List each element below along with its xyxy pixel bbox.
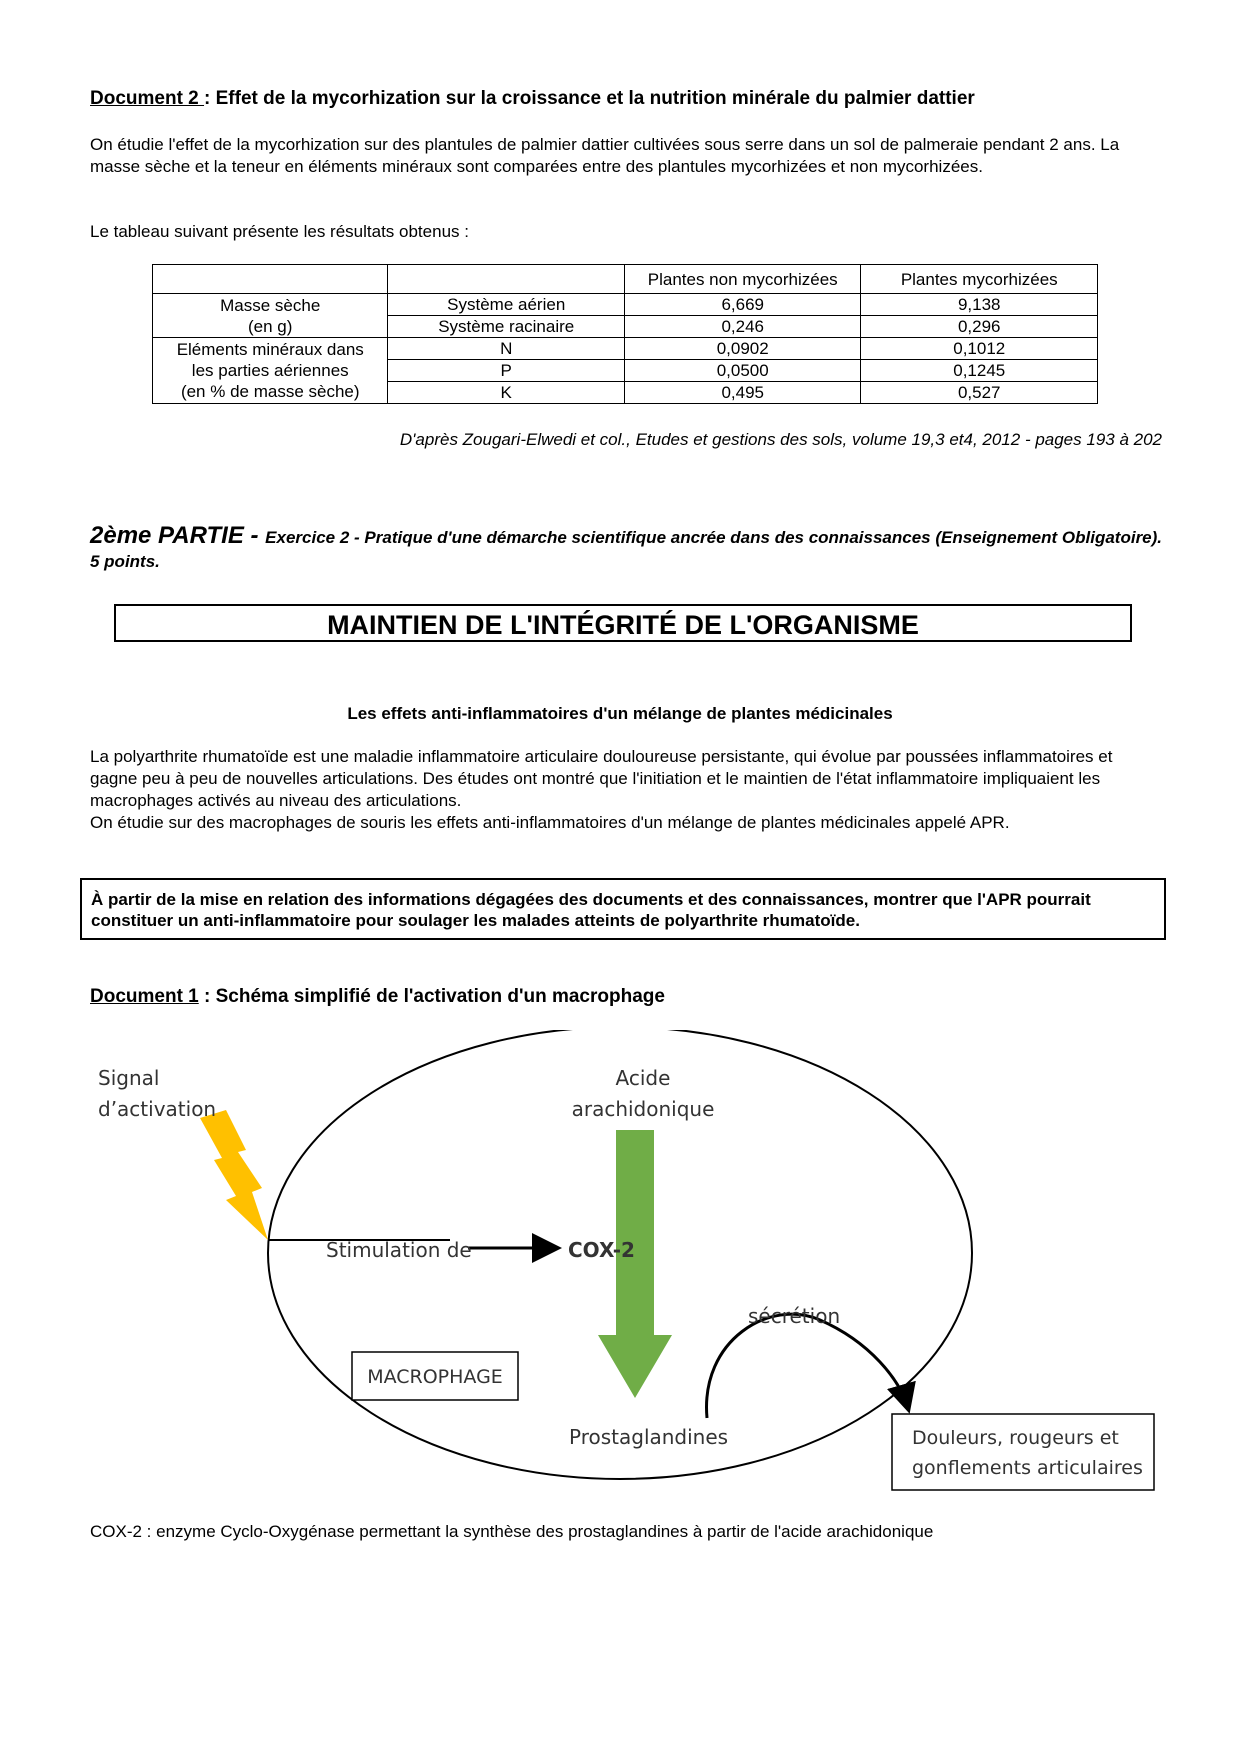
acide-label-line2: arachidonique: [571, 1097, 715, 1121]
stimulation-label: Stimulation de: [326, 1238, 472, 1262]
green-down-arrow: [598, 1130, 672, 1398]
cox2-definition-note: COX-2 : enzyme Cyclo-Oxygénase permettant la synthèse des prostaglandines à partir de l'acide arachidonique: [90, 1522, 934, 1541]
cell-value: 0,495: [624, 382, 861, 404]
results-table: [152, 264, 1098, 404]
document-1-title: [90, 986, 665, 1008]
cell-value: 0,296: [861, 316, 1098, 338]
partie-heading: [90, 524, 1170, 574]
group-label: Masse sèche: [220, 295, 321, 315]
cell-value: 0,1245: [861, 360, 1098, 382]
cell-value: 0,0902: [624, 338, 861, 360]
effects-label: Douleurs, rougeurs et: [912, 1427, 1119, 1449]
document-2-label: Document 2: [90, 88, 205, 109]
macrophage-activation-diagram: [0, 1030, 1240, 1510]
group-unit: (en % de masse sèche): [180, 382, 360, 401]
document-2-title: [90, 88, 975, 110]
secretion-arrow: [707, 1314, 908, 1418]
row-label: P: [388, 360, 625, 382]
header-empty-cell: [388, 265, 625, 294]
secretion-label: sécrétion: [748, 1304, 841, 1328]
prostaglandines-label: Prostaglandines: [569, 1425, 729, 1449]
header-empty-cell: [153, 265, 388, 294]
row-label: N: [388, 338, 625, 360]
table-row: [153, 294, 1098, 316]
row-label: Système aérien: [388, 294, 625, 316]
cell-value: 0,0500: [624, 360, 861, 382]
cox2-label: COX-2: [568, 1238, 635, 1262]
macrophage-label: MACROPHAGE: [367, 1366, 503, 1388]
task-statement: À partir de la mise en relation des informations dégagées des documents et des connaissances, montrer que l'APR pourrait constituer un anti-inflammatoire pour soulager les malades atteints de polyarthrite rhumatoïde.: [80, 878, 1166, 940]
group-unit: (en g): [248, 316, 293, 336]
cell-value: 6,669: [624, 294, 861, 316]
document-2-intro: On étudie l'effet de la mycorhization sur des plantules de palmier dattier cultivées sous serre dans un sol de palmeraie pendant 2 ans. La masse sèche et la teneur en éléments minéraux sont comparées entre des plantules mycorhizées et non mycorhizées.: [90, 135, 1120, 176]
cell-value: 0,246: [624, 316, 861, 338]
row-label: K: [388, 382, 625, 404]
section-subtitle: Les effets anti-inflammatoires d'un mélange de plantes médicinales: [347, 704, 893, 723]
source-citation: D'après Zougari-Elwedi et col., Etudes et gestions des sols, volume 19,3 et4, 2012 - pages 193 à 202: [399, 430, 1162, 449]
document-2-heading: : Effet de la mycorhization sur la croissance et la nutrition minérale du palmier dattier: [204, 88, 975, 109]
row-label: Système racinaire: [388, 316, 625, 338]
lightning-icon: [200, 1110, 268, 1240]
group-label: les parties aériennes: [191, 361, 349, 380]
theme-banner: MAINTIEN DE L'INTÉGRITÉ DE L'ORGANISME: [114, 604, 1132, 642]
acide-label: Acide: [615, 1066, 671, 1090]
intro-paragraph: La polyarthrite rhumatoïde est une maladie inflammatoire articulaire douloureuse persistante, qui évolue par poussées inflammatoires et gagne peu à peu de nouvelles articulations. Des études ont montré que l'initiation et le maintien de l'état inflammatoire impliquaient les macrophages activés au niveau des articulations.: [90, 747, 1113, 810]
effects-label-line2: gonflements articulaires: [912, 1457, 1143, 1479]
cell-value: 9,138: [861, 294, 1098, 316]
group-elements-mineraux: [153, 338, 388, 404]
signal-label-line2: d’activation: [98, 1097, 217, 1121]
document-2-table-intro: Le tableau suivant présente les résultats obtenus :: [90, 222, 469, 241]
header-mycorhizees: Plantes mycorhizées: [861, 265, 1098, 294]
group-label: Eléments minéraux dans: [176, 340, 364, 359]
intro-paragraph-apr: On étudie sur des macrophages de souris les effets anti-inflammatoires d'un mélange de plantes médicinales appelé APR.: [90, 813, 1010, 832]
cell-value: 0,527: [861, 382, 1098, 404]
table-row: [153, 338, 1098, 360]
signal-label: Signal: [98, 1066, 160, 1090]
group-masse-seche: [153, 294, 388, 338]
document-1-heading: : Schéma simplifié de l'activation d'un macrophage: [198, 986, 665, 1007]
header-non-mycorhizees: Plantes non mycorhizées: [624, 265, 861, 294]
document-1-label: Document 1: [90, 986, 199, 1007]
table-header-row: [153, 265, 1098, 294]
cell-value: 0,1012: [861, 338, 1098, 360]
partie-number: 2ème PARTIE -: [90, 522, 266, 549]
partie-description: Exercice 2 - Pratique d'une démarche scientifique ancrée dans des connaissances (Enseignement Obligatoire). 5 points.: [90, 528, 1163, 571]
